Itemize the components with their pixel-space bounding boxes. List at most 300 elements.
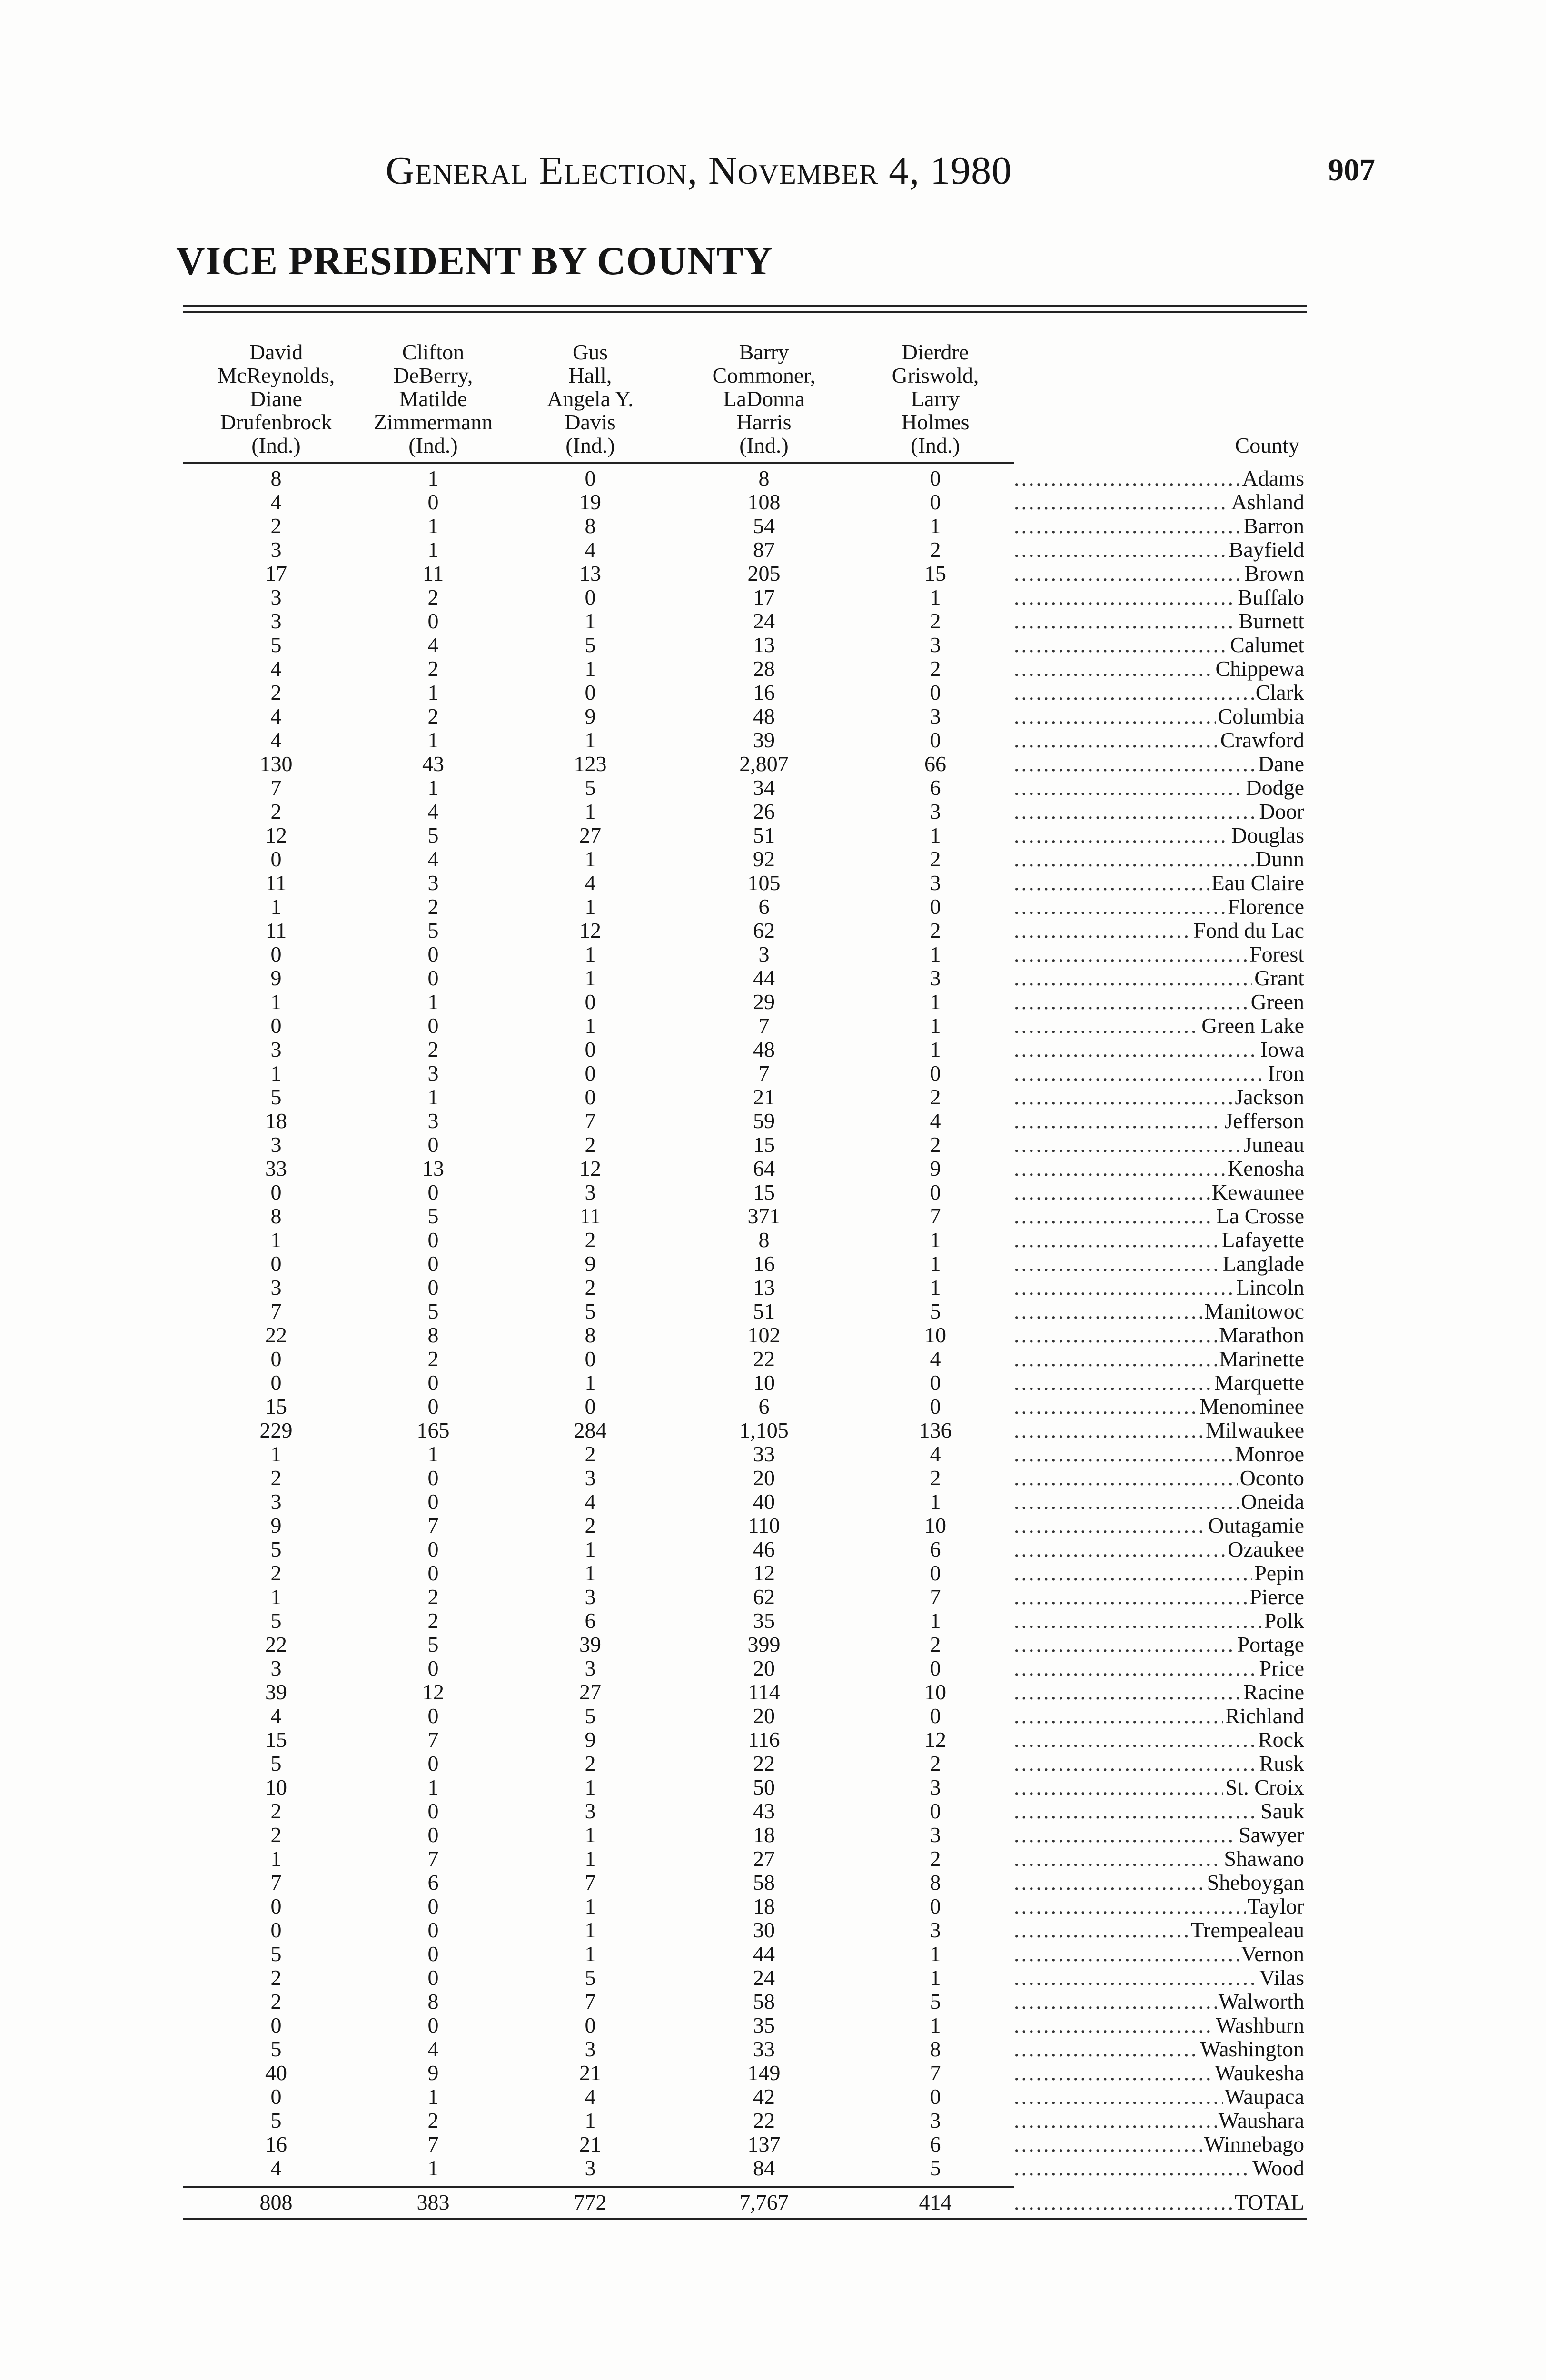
table-row <box>183 1276 1307 1299</box>
vote-cell: 2 <box>270 680 282 704</box>
county-cell <box>1014 1918 1304 1942</box>
vote-cell: 8 <box>427 1323 439 1347</box>
vote-cell: 62 <box>753 1585 775 1609</box>
vote-cell: 3 <box>270 585 282 609</box>
county-cell <box>1014 1180 1304 1204</box>
vote-cell: 1 <box>427 537 439 562</box>
vote-cell: 4 <box>270 656 282 681</box>
county-name: Dunn <box>1255 847 1304 871</box>
vote-cell: 1 <box>585 656 596 681</box>
dot-leader <box>1014 1442 1233 1466</box>
county-cell <box>1014 895 1304 919</box>
vote-cell: 2 <box>930 609 941 633</box>
vote-cell: 3 <box>758 942 770 966</box>
county-cell <box>1014 2156 1304 2180</box>
vote-cell: 7 <box>758 1013 770 1038</box>
vote-cell: 0 <box>427 2013 439 2037</box>
county-name: Marathon <box>1219 1323 1304 1347</box>
vote-cell: 2 <box>427 704 439 728</box>
vote-cell: 3 <box>930 1918 941 1942</box>
county-name: Vernon <box>1241 1942 1304 1966</box>
vote-cell: 0 <box>270 1370 282 1395</box>
vote-cell: 58 <box>753 1870 775 1894</box>
header-line: Larry <box>911 387 960 411</box>
vote-cell: 40 <box>265 2061 287 2085</box>
vote-cell: 40 <box>753 1489 775 1514</box>
dot-leader <box>1014 2085 1223 2109</box>
vote-cell: 6 <box>585 1608 596 1633</box>
table-row <box>183 990 1307 1014</box>
vote-cell: 2 <box>585 1442 596 1466</box>
table-row <box>183 1395 1307 1418</box>
vote-cell: 22 <box>265 1632 287 1656</box>
table-row <box>183 800 1307 823</box>
county-name: Manitowoc <box>1204 1299 1304 1323</box>
county-cell <box>1014 1109 1304 1133</box>
column-header-mcreynolds <box>183 319 369 457</box>
vote-cell: 0 <box>427 1180 439 1204</box>
vote-cell: 4 <box>585 1489 596 1514</box>
vote-cell: 15 <box>753 1132 775 1157</box>
vote-cell: 7 <box>270 775 282 800</box>
dot-leader <box>1014 1109 1222 1133</box>
header-line: Angela Y. <box>547 387 634 411</box>
county-name: Ashland <box>1231 490 1304 514</box>
table-row <box>183 1537 1307 1561</box>
column-header-deberry <box>350 319 516 457</box>
table-row <box>183 847 1307 871</box>
vote-cell: 2 <box>270 1989 282 2013</box>
county-name: St. Croix <box>1225 1775 1304 1799</box>
vote-cell: 0 <box>585 1037 596 1061</box>
county-name: Kewaunee <box>1211 1180 1304 1204</box>
vote-cell: 24 <box>753 1965 775 1990</box>
county-name: Waupaca <box>1224 2085 1304 2109</box>
table-row <box>183 1490 1307 1514</box>
vote-cell: 22 <box>265 1323 287 1347</box>
county-cell <box>1014 2132 1304 2156</box>
vote-cell: 7 <box>270 1870 282 1894</box>
vote-cell: 7 <box>427 1846 439 1871</box>
county-cell <box>1014 490 1304 514</box>
dot-leader <box>1014 1775 1223 1799</box>
vote-cell: 11 <box>422 561 444 585</box>
county-name: Pepin <box>1254 1561 1304 1585</box>
table-row <box>183 2061 1307 2085</box>
table-row <box>183 609 1307 633</box>
vote-cell: 4 <box>585 537 596 562</box>
vote-cell: 8 <box>270 466 282 490</box>
vote-cell: 3 <box>930 966 941 990</box>
vote-cell: 1 <box>585 1370 596 1395</box>
table-row <box>183 1014 1307 1038</box>
vote-cell: 3 <box>585 2037 596 2061</box>
vote-cell: 15 <box>753 1180 775 1204</box>
dot-leader <box>1014 1799 1259 1823</box>
county-cell <box>1014 562 1304 585</box>
dot-leader <box>1014 1133 1241 1157</box>
vote-cell: 5 <box>427 823 439 847</box>
dot-leader <box>1014 847 1254 871</box>
county-cell <box>1014 2013 1304 2037</box>
vote-cell: 2,807 <box>739 752 789 776</box>
vote-cell: 0 <box>427 1823 439 1847</box>
county-name: Vilas <box>1259 1966 1304 1990</box>
table-row <box>183 871 1307 895</box>
county-name: Lincoln <box>1236 1276 1304 1299</box>
vote-cell: 2 <box>427 1037 439 1061</box>
table-row <box>183 657 1307 681</box>
vote-cell: 0 <box>585 990 596 1014</box>
vote-cell: 3 <box>930 633 941 657</box>
county-cell <box>1014 1395 1304 1418</box>
county-cell <box>1014 609 1304 633</box>
vote-cell: 7 <box>930 2061 941 2085</box>
vote-cell: 1 <box>427 1775 439 1799</box>
vote-cell: 48 <box>753 1037 775 1061</box>
vote-cell: 1 <box>427 514 439 538</box>
dot-leader <box>1014 1609 1262 1633</box>
total-cell: 414 <box>919 2190 952 2214</box>
table-row <box>183 1252 1307 1276</box>
vote-cell: 5 <box>585 1299 596 1323</box>
county-name: Crawford <box>1220 728 1304 752</box>
county-name: Monroe <box>1235 1442 1304 1466</box>
vote-cell: 18 <box>265 1109 287 1133</box>
county-cell <box>1014 1656 1304 1680</box>
vote-cell: 371 <box>747 1204 781 1228</box>
table-row <box>183 2037 1307 2061</box>
vote-cell: 4 <box>270 2156 282 2180</box>
county-name: Racine <box>1243 1680 1304 1704</box>
vote-cell: 33 <box>753 1442 775 1466</box>
vote-cell: 87 <box>753 537 775 562</box>
county-name: Sauk <box>1260 1799 1304 1823</box>
vote-cell: 0 <box>930 2084 941 2109</box>
vote-cell: 9 <box>930 1156 941 1180</box>
vote-cell: 39 <box>265 1680 287 1704</box>
vote-cell: 10 <box>924 1680 946 1704</box>
county-cell <box>1014 990 1304 1014</box>
dot-leader <box>1014 871 1209 895</box>
vote-cell: 0 <box>427 966 439 990</box>
county-cell <box>1014 752 1304 776</box>
county-name: Portage <box>1237 1633 1304 1656</box>
vote-cell: 2 <box>585 1275 596 1299</box>
vote-cell: 0 <box>930 1894 941 1918</box>
county-name: Waushara <box>1218 2109 1304 2132</box>
table-row <box>183 1775 1307 1799</box>
county-cell <box>1014 1704 1304 1728</box>
vote-cell: 8 <box>585 1323 596 1347</box>
vote-cell: 3 <box>270 609 282 633</box>
county-name: Ozaukee <box>1228 1537 1304 1561</box>
vote-cell: 2 <box>270 1799 282 1823</box>
vote-cell: 5 <box>270 1537 282 1561</box>
county-name: Pierce <box>1249 1585 1304 1609</box>
vote-cell: 9 <box>427 2061 439 2085</box>
table-row <box>183 1347 1307 1371</box>
dot-leader <box>1014 1371 1212 1395</box>
county-name: Winnebago <box>1204 2132 1304 2156</box>
table-row <box>183 823 1307 847</box>
vote-cell: 3 <box>270 1132 282 1157</box>
vote-cell: 7 <box>930 1585 941 1609</box>
dot-leader <box>1014 919 1191 942</box>
vote-cell: 22 <box>753 1751 775 1775</box>
vote-cell: 2 <box>270 1965 282 1990</box>
county-cell <box>1014 1942 1304 1966</box>
vote-cell: 0 <box>930 894 941 919</box>
vote-cell: 3 <box>930 704 941 728</box>
header-rule <box>183 462 1014 464</box>
total-cell: 383 <box>416 2190 450 2214</box>
county-name: Outagamie <box>1208 1514 1304 1537</box>
county-cell <box>1014 2085 1304 2109</box>
dot-leader <box>1014 1418 1204 1442</box>
vote-cell: 2 <box>930 656 941 681</box>
total-cell: 808 <box>259 2190 293 2214</box>
county-cell <box>1014 1633 1304 1656</box>
county-cell <box>1014 871 1304 895</box>
vote-cell: 0 <box>930 1061 941 1085</box>
vote-cell: 39 <box>579 1632 601 1656</box>
vote-cell: 7 <box>585 1870 596 1894</box>
vote-cell: 15 <box>265 1394 287 1418</box>
column-header-griswold <box>859 319 1011 457</box>
vote-cell: 1 <box>585 1775 596 1799</box>
county-name: Rusk <box>1259 1752 1304 1775</box>
table-row <box>183 633 1307 657</box>
vote-cell: 0 <box>270 2084 282 2109</box>
vote-cell: 5 <box>585 633 596 657</box>
vote-cell: 13 <box>753 1275 775 1299</box>
vote-cell: 0 <box>270 2013 282 2037</box>
total-label-cell <box>1014 2191 1304 2214</box>
dot-leader <box>1014 2061 1213 2085</box>
dot-leader <box>1014 466 1240 490</box>
dot-leader <box>1014 1847 1222 1871</box>
vote-cell: 3 <box>270 537 282 562</box>
vote-cell: 0 <box>427 490 439 514</box>
header-line: DeBerry, <box>393 363 473 387</box>
vote-cell: 1 <box>930 823 941 847</box>
vote-cell: 12 <box>753 1561 775 1585</box>
vote-cell: 1 <box>585 1561 596 1585</box>
vote-cell: 1 <box>930 1251 941 1276</box>
table-row <box>183 1847 1307 1871</box>
vote-cell: 27 <box>753 1846 775 1871</box>
table-row <box>183 466 1307 490</box>
vote-cell: 1 <box>930 1965 941 1990</box>
dot-leader <box>1014 1085 1233 1109</box>
vote-cell: 0 <box>427 609 439 633</box>
vote-cell: 149 <box>747 2061 781 2085</box>
vote-cell: 1 <box>585 1823 596 1847</box>
vote-cell: 1 <box>585 1013 596 1038</box>
column-headers <box>183 319 1307 457</box>
vote-cell: 2 <box>930 1132 941 1157</box>
table-row <box>183 1942 1307 1966</box>
table-title: VICE PRESIDENT BY COUNTY <box>176 239 773 283</box>
vote-cell: 50 <box>753 1775 775 1799</box>
vote-cell: 1 <box>270 990 282 1014</box>
header-line: Clifton <box>402 340 465 364</box>
dot-leader <box>1014 728 1219 752</box>
vote-cell: 116 <box>748 1727 780 1752</box>
vote-cell: 0 <box>930 1394 941 1418</box>
table-row <box>183 1323 1307 1347</box>
dot-leader <box>1014 752 1256 776</box>
vote-cell: 1 <box>270 1585 282 1609</box>
dot-leader <box>1014 1157 1226 1180</box>
vote-cell: 26 <box>753 799 775 823</box>
county-cell <box>1014 1204 1304 1228</box>
vote-cell: 27 <box>579 1680 601 1704</box>
county-cell <box>1014 1038 1304 1061</box>
county-cell <box>1014 823 1304 847</box>
header-line: Matilde <box>399 387 467 411</box>
dot-leader <box>1014 538 1227 562</box>
vote-cell: 58 <box>753 1989 775 2013</box>
vote-cell: 28 <box>753 656 775 681</box>
county-name: La Crosse <box>1216 1204 1304 1228</box>
dot-leader <box>1014 1918 1189 1942</box>
vote-cell: 64 <box>753 1156 775 1180</box>
table-row <box>183 704 1307 728</box>
vote-cell: 2 <box>270 1823 282 1847</box>
county-name: Columbia <box>1218 704 1304 728</box>
county-cell <box>1014 1014 1304 1038</box>
county-name: Washburn <box>1216 2013 1304 2037</box>
vote-cell: 0 <box>930 1180 941 1204</box>
vote-cell: 1 <box>270 1846 282 1871</box>
dot-leader <box>1014 1204 1214 1228</box>
county-name: Florence <box>1228 895 1304 919</box>
county-name: Iron <box>1268 1061 1304 1085</box>
vote-cell: 2 <box>427 1347 439 1371</box>
vote-cell: 20 <box>753 1704 775 1728</box>
table-row <box>183 1514 1307 1537</box>
vote-cell: 12 <box>265 823 287 847</box>
vote-cell: 1 <box>270 1442 282 1466</box>
vote-cell: 4 <box>270 704 282 728</box>
county-name: Jefferson <box>1224 1109 1304 1133</box>
vote-cell: 0 <box>427 1466 439 1490</box>
vote-cell: 2 <box>930 1751 941 1775</box>
dot-leader <box>1014 1252 1221 1276</box>
vote-cell: 1 <box>427 2084 439 2109</box>
page-number: 907 <box>1328 153 1375 188</box>
county-cell <box>1014 847 1304 871</box>
vote-cell: 0 <box>427 1132 439 1157</box>
vote-cell: 34 <box>753 775 775 800</box>
county-cell <box>1014 538 1304 562</box>
vote-cell: 9 <box>585 704 596 728</box>
vote-cell: 1 <box>930 990 941 1014</box>
table-row <box>183 1894 1307 1918</box>
county-name: Dodge <box>1246 776 1304 800</box>
county-cell <box>1014 1728 1304 1752</box>
table-row <box>183 752 1307 776</box>
county-cell <box>1014 1276 1304 1299</box>
vote-cell: 3 <box>930 799 941 823</box>
table-row <box>183 681 1307 704</box>
county-cell <box>1014 1561 1304 1585</box>
table-row <box>183 490 1307 514</box>
county-cell <box>1014 966 1304 990</box>
vote-cell: 3 <box>585 1585 596 1609</box>
county-cell <box>1014 2037 1304 2061</box>
county-name: Buffalo <box>1238 585 1304 609</box>
vote-cell: 18 <box>753 1823 775 1847</box>
county-name: Sawyer <box>1239 1823 1304 1847</box>
dot-leader <box>1014 514 1241 538</box>
header-line: (Ind.) <box>911 433 960 457</box>
vote-cell: 137 <box>747 2132 781 2156</box>
table-row <box>183 1680 1307 1704</box>
vote-cell: 11 <box>265 871 287 895</box>
table-row <box>183 776 1307 800</box>
dot-leader <box>1014 490 1229 514</box>
vote-cell: 0 <box>585 585 596 609</box>
vote-cell: 1 <box>585 942 596 966</box>
county-name: Bayfield <box>1229 538 1304 562</box>
vote-cell: 9 <box>585 1727 596 1752</box>
vote-cell: 7 <box>930 1204 941 1228</box>
dot-leader <box>1014 681 1254 704</box>
vote-cell: 136 <box>919 1418 952 1442</box>
vote-cell: 4 <box>930 1442 941 1466</box>
vote-cell: 21 <box>579 2061 601 2085</box>
vote-cell: 5 <box>270 2037 282 2061</box>
vote-cell: 2 <box>930 1632 941 1656</box>
vote-cell: 3 <box>585 1656 596 1680</box>
dot-leader <box>1014 1966 1258 1990</box>
vote-cell: 3 <box>427 1109 439 1133</box>
county-name: Juneau <box>1243 1133 1304 1157</box>
county-cell <box>1014 1085 1304 1109</box>
vote-cell: 4 <box>427 633 439 657</box>
table-row <box>183 1180 1307 1204</box>
county-cell <box>1014 1418 1304 1442</box>
vote-cell: 0 <box>427 1704 439 1728</box>
table-row <box>183 1990 1307 2013</box>
county-name: Langlade <box>1222 1252 1304 1276</box>
vote-cell: 1 <box>930 1608 941 1633</box>
vote-cell: 102 <box>747 1323 781 1347</box>
dot-leader <box>1014 2156 1250 2180</box>
vote-cell: 17 <box>753 585 775 609</box>
vote-cell: 1 <box>427 1085 439 1109</box>
vote-cell: 0 <box>930 1704 941 1728</box>
vote-cell: 0 <box>427 1370 439 1395</box>
vote-cell: 0 <box>930 466 941 490</box>
vote-cell: 5 <box>585 775 596 800</box>
vote-cell: 33 <box>265 1156 287 1180</box>
county-name: Chippewa <box>1215 657 1304 681</box>
dot-leader <box>1014 1038 1259 1061</box>
table-row <box>183 1752 1307 1775</box>
vote-cell: 1 <box>930 1037 941 1061</box>
dot-leader <box>1014 1704 1223 1728</box>
vote-cell: 5 <box>427 1299 439 1323</box>
county-name: Clark <box>1255 681 1304 704</box>
vote-cell: 0 <box>427 1965 439 1990</box>
dot-leader <box>1014 1537 1226 1561</box>
vote-cell: 20 <box>753 1466 775 1490</box>
vote-cell: 0 <box>585 1347 596 1371</box>
